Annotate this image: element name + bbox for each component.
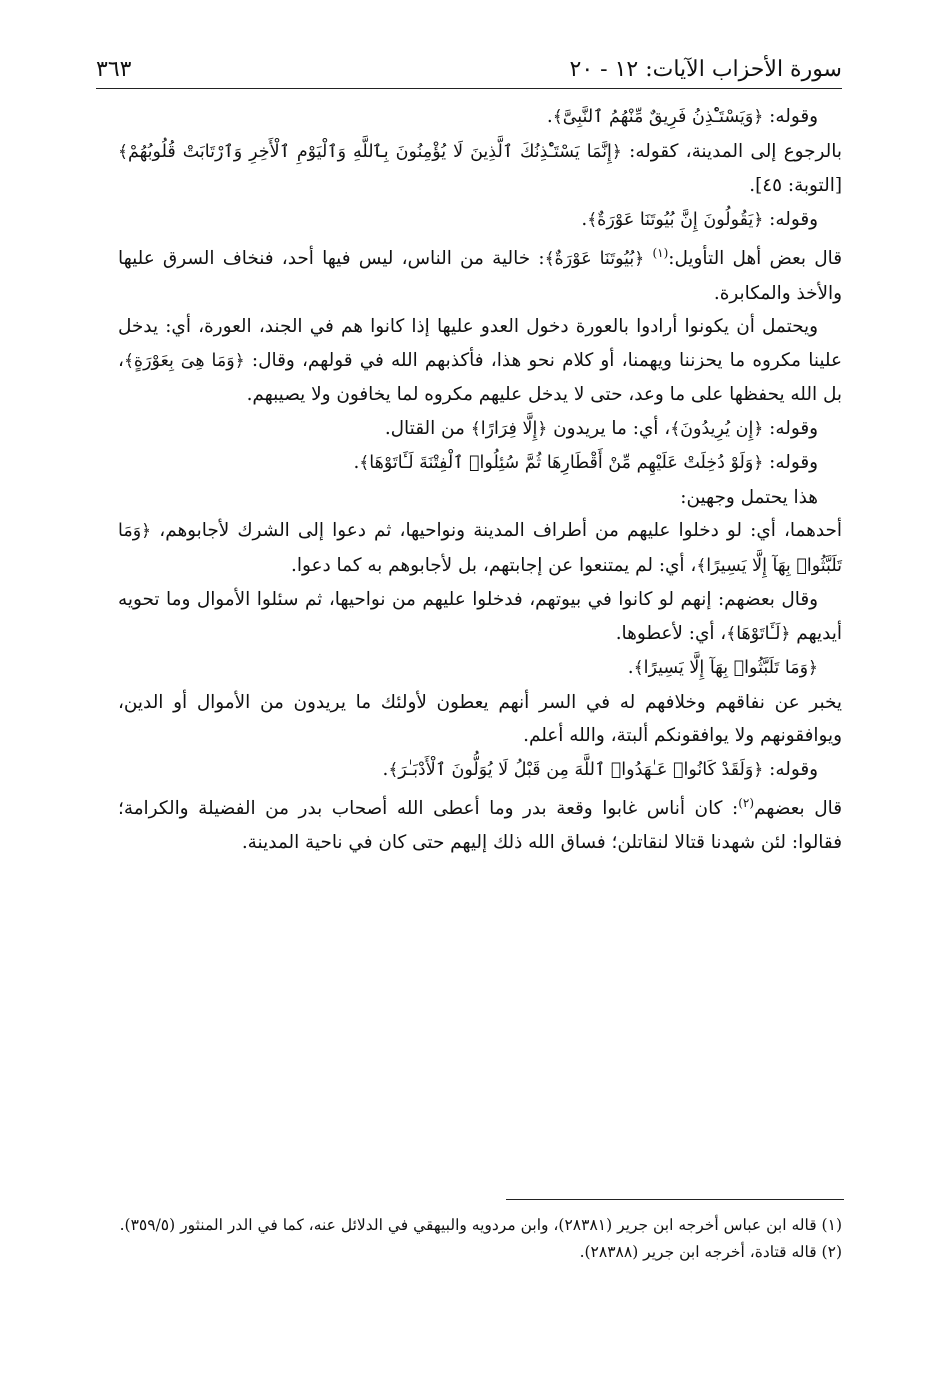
quran-verse: بُيُوتَنَا عَوْرَةٌ xyxy=(554,249,635,269)
running-title: سورة الأحزاب الآيات: ١٢ - ٢٠ xyxy=(569,57,842,82)
quran-open-ornament: ﴿ xyxy=(611,141,622,162)
quran-close-ornament: ﴾ xyxy=(118,141,128,162)
quran-close-ornament: ﴾ xyxy=(633,658,644,678)
quran-close-ornament: ﴾ xyxy=(726,623,737,644)
quran-open-ornament: ﴿ xyxy=(808,658,818,678)
quran-open-ornament: ﴿ xyxy=(634,249,645,269)
quran-open-ornament: ﴿ xyxy=(753,209,764,230)
footnote: (١) قاله ابن عباس أخرجه ابن جرير (٢٨٣٨١)، وابن مردويه والبيهقي في الدلائل عنه، كما في الدر المنثور (٣٥٩/٥). xyxy=(119,1216,842,1234)
paragraph: وقوله: ﴿إِن يُرِيدُونَ﴾، أي: ما يريدون ﴿إِلَّا فِرَارًا﴾ من القتال. xyxy=(384,417,818,439)
page-number: ٣٦٣ xyxy=(96,57,132,82)
footnote-marker: (١) xyxy=(652,246,669,260)
paragraph: هذا يحتمل وجهين: xyxy=(680,486,818,508)
quran-close-ornament: ﴾ xyxy=(587,209,598,230)
quran-open-ornament: ﴿ xyxy=(753,418,764,439)
quran-verse: وَلَوْ دُخِلَتْ عَلَيْهِم مِّنْ أَقْطَارِهَا ثُمَّ سُئِلُوا۟ ٱلْفِتْنَةَ لَـَٔاتَوْهَا xyxy=(369,453,754,473)
paragraph: أحدهما، أي: لو دخلوا عليهم من أطراف المدينة ونواحيها، ثم دعوا إلى الشرك لأجابوهم، ﴿وَمَا تَلَبَّثُوا۟ بِهَآ إِلَّا يَسِيرًا﴾، أي: لم يمتنعوا عن إجابتهم، بل لأجابوهم به كما دعوا. xyxy=(118,520,842,576)
quran-close-ornament: ﴾ xyxy=(388,759,399,780)
quran-close-ornament: ﴾ xyxy=(470,418,481,439)
paragraph: وقوله: ﴿وَلَقَدْ كَانُوا۟ عَـٰهَدُوا۟ ٱللَّهَ مِن قَبْلُ لَا يُوَلُّونَ ٱلْأَدْبَـٰرَ﴾. xyxy=(382,758,818,780)
page-header xyxy=(96,38,842,82)
paragraph: ﴿وَمَا تَلَبَّثُوا۟ بِهَآ إِلَّا يَسِيرًا﴾. xyxy=(627,657,818,678)
quran-close-ornament: ﴾ xyxy=(696,555,707,576)
quran-verse: إِنَّمَا يَسْتَـْٔذِنُكَ ٱلَّذِينَ لَا يُؤْمِنُونَ بِٱللَّهِ وَٱلْيَوْمِ ٱلْأَخِرِ وَٱرْتَابَتْ قُلُوبُهُمْ xyxy=(127,141,612,162)
paragraph: قال بعض أهل التأويل:$^{(١)}$ ﴿بُيُوتَنَا عَوْرَةٌ﴾: خالية من الناس، ليس فيها أحد، فنخاف السرق عليها والأخذ والمكابرة. xyxy=(118,246,842,304)
quran-verse: يَقُولُونَ إِنَّ بُيُوتَنَا عَوْرَةٌ xyxy=(597,209,754,230)
paragraph: يخبر عن نفاقهم وخلافهم له في السر أنهم يعطون لأولئك ما يريدون من الأموال أو الدين، ويوافقونهم ولا يوافقونكم ألبتة، والله أعلم. xyxy=(118,691,842,746)
paragraph: بالرجوع إلى المدينة، كقوله: ﴿إِنَّمَا يَسْتَـْٔذِنُكَ ٱلَّذِينَ لَا يُؤْمِنُونَ بِٱللَّهِ وَٱلْيَوْمِ ٱلْأَخِرِ وَٱرْتَابَتْ قُلُوبُهُمْ﴾ [التوبة: ٤٥]. xyxy=(118,140,843,196)
footnote: (٢) قاله قتادة، أخرجه ابن جرير (٢٨٣٨٨). xyxy=(579,1243,842,1261)
footnote-separator xyxy=(506,1199,844,1200)
header-rule xyxy=(96,88,842,89)
quran-close-ornament: ﴾ xyxy=(670,418,681,439)
quran-open-ornament: ﴿ xyxy=(753,453,764,473)
quran-verse: وَلَقَدْ كَانُوا۟ عَـٰهَدُوا۟ ٱللَّهَ مِن قَبْلُ لَا يُوَلُّونَ ٱلْأَدْبَـٰرَ xyxy=(398,759,754,780)
quran-verse: لَـَٔاتَوْهَا xyxy=(736,623,781,644)
footnotes xyxy=(118,1212,842,1266)
paragraph: قال بعضهم$^{(٢)}$: كان أناس غابوا وقعة بدر وما أعطى الله أصحاب بدر من الفضيلة والكرامة؛ فقالوا: لئن شهدنا قتالا لنقاتلن؛ فساق الله ذلك إليهم حتى كان في ناحية المدينة. xyxy=(118,796,842,853)
quran-open-ornament: ﴿ xyxy=(753,759,764,780)
quran-open-ornament: ﴿ xyxy=(753,107,764,127)
paragraph: وقوله: ﴿وَيَسْتَـْٔذِنُ فَرِيقٌ مِّنْهُمُ ٱلنَّبِىَّ﴾. xyxy=(546,106,818,127)
main-text xyxy=(118,100,842,859)
quran-close-ornament: ﴾ xyxy=(552,107,563,127)
paragraph: وقوله: ﴿وَلَوْ دُخِلَتْ عَلَيْهِم مِّنْ أَقْطَارِهَا ثُمَّ سُئِلُوا۟ ٱلْفِتْنَةَ لَـَٔاتَوْهَا﴾. xyxy=(353,452,818,473)
quran-verse: وَمَا هِىَ بِعَوْرَةٍ xyxy=(133,350,235,371)
quran-verse: إِلَّا فِرَارًا xyxy=(480,418,538,439)
quran-open-ornament: ﴿ xyxy=(780,623,791,644)
footnote-marker: (٢) xyxy=(738,796,755,810)
quran-close-ornament: ﴾ xyxy=(123,350,134,371)
paragraph: ويحتمل أن يكونوا أرادوا بالعورة دخول العدو عليها إذا كانوا هم في الجند، العورة، أي: يدخل علينا مكروه ما يحزننا ويهمنا، أو كلام نحو هذا، فأكذبهم الله في قولهم، وقال: ﴿وَمَا هِىَ بِعَوْرَةٍ﴾، بل الله يحفظها على ما وعد، حتى لا يدخل عليهم مكروه لما يخافون ولا يصيبهم. xyxy=(118,316,842,405)
quran-open-ornament: ﴿ xyxy=(537,418,548,439)
quran-verse: وَيَسْتَـْٔذِنُ فَرِيقٌ مِّنْهُمُ ٱلنَّبِىَّ xyxy=(562,107,754,127)
quran-verse: إِن يُرِيدُونَ xyxy=(680,418,754,439)
quran-close-ornament: ﴾ xyxy=(359,453,370,473)
quran-verse: وَمَا تَلَبَّثُوا۟ بِهَآ إِلَّا يَسِيرًا xyxy=(643,658,809,678)
paragraph: وقوله: ﴿يَقُولُونَ إِنَّ بُيُوتَنَا عَوْرَةٌ﴾. xyxy=(581,208,818,230)
quran-open-ornament: ﴿ xyxy=(141,521,152,541)
paragraph: وقال بعضهم: إنهم لو كانوا في بيوتهم، فدخلوا عليهم من نواحيها، ثم سئلوا الأموال وما تحويه أيديهم ﴿لَـَٔاتَوْهَا﴾، أي: لأعطوها. xyxy=(118,589,842,644)
quran-close-ornament: ﴾ xyxy=(544,249,555,269)
quran-open-ornament: ﴿ xyxy=(234,350,245,371)
quran-verse: وَمَا تَلَبَّثُوا۟ بِهَآ إِلَّا يَسِيرًا xyxy=(118,521,842,576)
